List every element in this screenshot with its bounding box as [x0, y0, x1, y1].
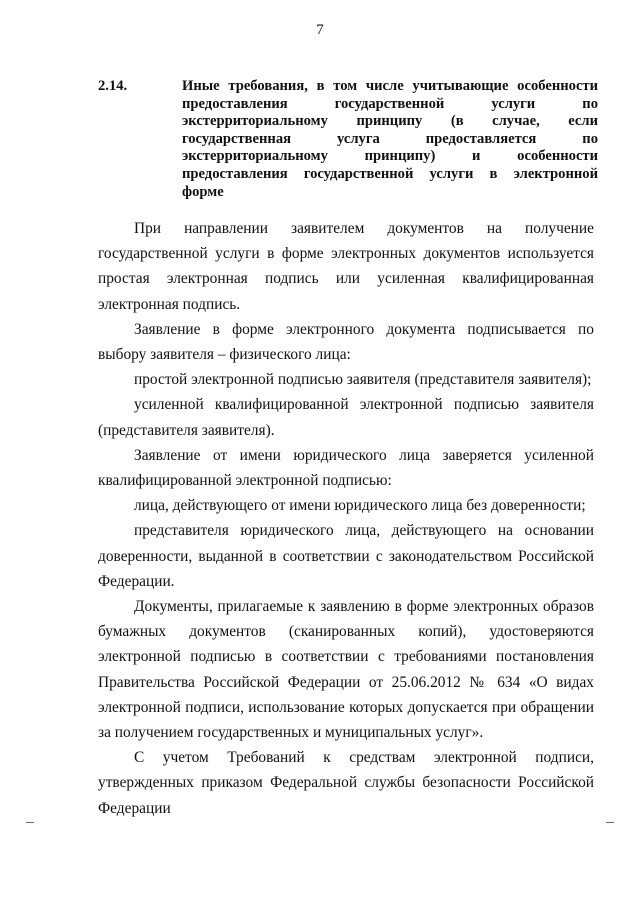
paragraph-attached-documents: Документы, прилагаемые к заявлению в форме электронных образов бумажных документов (сканированных копий), удостоверяются электронной подписью в соответствии с требованиями постановления Правительства Российской Федерации от 25.06.2012 № 634 «О видах электронной подписи, использование которых допускается при обращении за получением государственных и муниципальных услуг». — [98, 598, 594, 742]
section-title-last-word: форме — [182, 183, 224, 200]
paragraph-individual-application: Заявление в форме электронного документа подписывается по выбору заявителя – физического лица: — [98, 320, 594, 364]
document-body — [98, 216, 594, 821]
paragraph-qualified-signature: усиленной квалифицированной электронной подписью заявителя (представителя заявителя). — [98, 396, 594, 439]
section-heading — [98, 78, 598, 201]
section-title — [182, 78, 598, 201]
paragraph-fsb-requirements: С учетом Требований к средствам электронной подписи, утвержденных приказом Федеральной службы безопасности Российской Федерации — [98, 749, 594, 817]
page-number: 7 — [316, 22, 324, 38]
scan-artifact-right — [606, 822, 614, 823]
scan-artifact-left — [26, 822, 34, 823]
paragraph-representative-with-poa: представителя юридического лица, действующего на основании доверенности, выданной в соответствии с законодательством Российской Федерации. — [98, 522, 594, 590]
paragraph-signature-types: При направлении заявителем документов на получение государственной услуги в форме электронных документов используется простая электронная подпись или усиленная квалифицированная электронная подпись. — [98, 220, 594, 313]
paragraph-simple-signature: простой электронной подписью заявителя (представителя заявителя); — [134, 371, 592, 389]
paragraph-legal-entity-application: Заявление от имени юридического лица заверяется усиленной квалифицированной электронной подписью: — [98, 446, 594, 490]
section-number: 2.14. — [98, 78, 128, 94]
section-title-text: Иные требования, в том числе учитывающие особенности предоставления государственной услуги по экстерриториальному принципу (в случае, если государственная услуга предоставляется по экстерриториальному принципу) и особенности предоставления государственной услуги в электронной — [182, 78, 598, 182]
paragraph-person-without-poa: лица, действующего от имени юридического лица без доверенности; — [134, 497, 586, 515]
